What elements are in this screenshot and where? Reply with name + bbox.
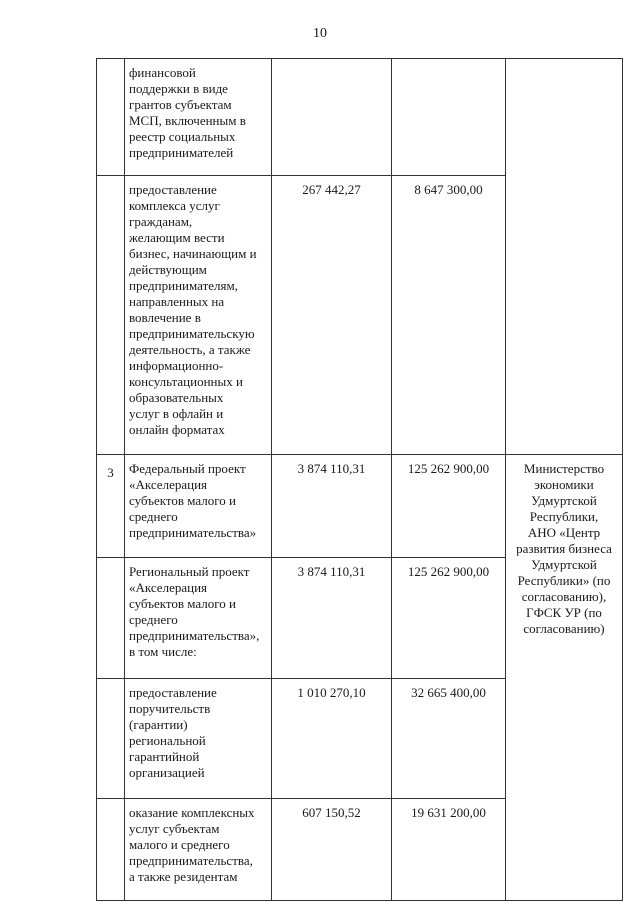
row-value2-cell: 19 631 200,00 — [392, 799, 506, 901]
row-number-cell — [97, 59, 125, 176]
table-row — [97, 455, 623, 558]
page-number: 10 — [313, 26, 327, 41]
row-number-cell: 3 — [97, 455, 125, 558]
row-value1-cell — [272, 59, 392, 176]
row-value2-cell: 8 647 300,00 — [392, 176, 506, 455]
row-value1-cell: 1 010 270,10 — [272, 679, 392, 799]
table-row — [97, 59, 623, 176]
row-description-cell: Федеральный проект «Акселерация субъектов малого и среднего предпринимательства» — [125, 455, 272, 558]
row-number-cell — [97, 558, 125, 679]
row-value1-cell: 3 874 110,31 — [272, 455, 392, 558]
responsible-cell-empty — [506, 59, 623, 455]
row-value2-cell: 125 262 900,00 — [392, 455, 506, 558]
row-number-cell — [97, 176, 125, 455]
responsible-cell: Министерство экономики Удмуртской Республики, АНО «Центр развития бизнеса Удмуртской Республики» (по согласованию), ГФСК УР (по согласованию) — [506, 455, 623, 901]
row-value2-cell — [392, 59, 506, 176]
row-value2-cell: 32 665 400,00 — [392, 679, 506, 799]
row-value1-cell: 3 874 110,31 — [272, 558, 392, 679]
program-table — [96, 58, 623, 901]
row-value1-cell: 267 442,27 — [272, 176, 392, 455]
row-value1-cell: 607 150,52 — [272, 799, 392, 901]
row-description-cell: финансовой поддержки в виде грантов субъектам МСП, включенным в реестр социальных предпринимателей — [125, 59, 272, 176]
row-description-cell: оказание комплексных услуг субъектам малого и среднего предпринимательства, а также резидентам — [125, 799, 272, 901]
row-description-cell: предоставление поручительств (гарантии) региональной гарантийной организацией — [125, 679, 272, 799]
row-description-cell: Региональный проект «Акселерация субъектов малого и среднего предпринимательства», в том числе: — [125, 558, 272, 679]
row-number-cell — [97, 679, 125, 799]
row-number-cell — [97, 799, 125, 901]
row-value2-cell: 125 262 900,00 — [392, 558, 506, 679]
row-description-cell: предоставление комплекса услуг гражданам, желающим вести бизнес, начинающим и действующим предпринимателям, направленных на вовлечение в предпринимательскую деятельность, а также информационно- консультационных и образовательных услуг в офлайн и онлайн форматах — [125, 176, 272, 455]
